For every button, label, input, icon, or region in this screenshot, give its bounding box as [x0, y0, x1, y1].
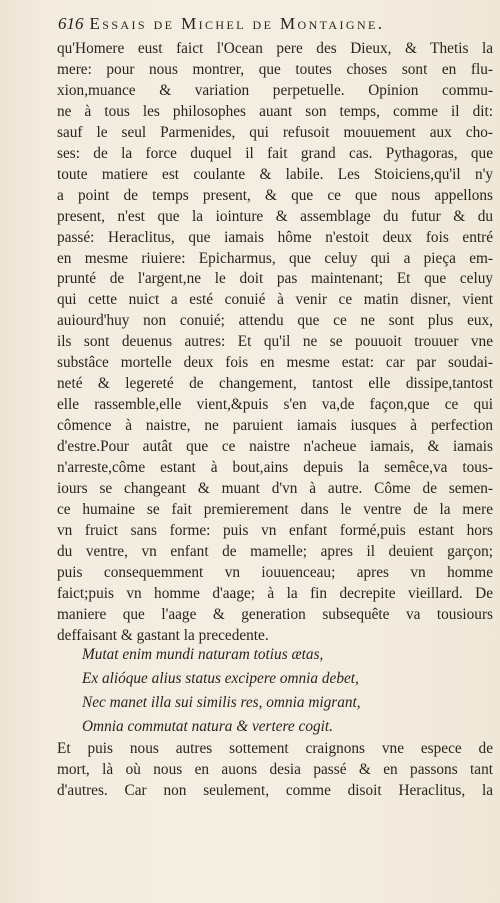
- verse-line: Omnia commutat natura & vertere cogit.: [82, 718, 333, 735]
- closing-paragraph: [57, 738, 493, 801]
- text-line: passé: Heraclitus, que iamais hôme n'estoit deux fois entré: [57, 228, 493, 246]
- text-line: iours se changeant & muant d'vn à autre. Côme de semen-: [57, 480, 493, 498]
- text-line: ses: de la force duquel il fait grand cas. Pythagoras, que: [57, 144, 493, 162]
- text-line: vn fruict sans forme: puis vn enfant formé,puis estant hors: [57, 521, 493, 539]
- text-line: ils sont deuenus autres: Et qu'il ne se pouuoit trouuer vne: [57, 333, 493, 351]
- text-line: present, n'est que la iointure & assemblage du futur & du: [57, 207, 493, 225]
- text-line: mere: pour nous montrer, que toutes choses sont en flu-: [57, 60, 493, 78]
- text-line: d'estre.Pour autât que ce naistre n'acheue iamais, & iamais: [57, 438, 493, 456]
- text-line: deffaisant & gastant la precedente.: [57, 626, 269, 644]
- text-line: cômence à naistre, ne paruient iamais iusques à perfection: [57, 417, 493, 435]
- text-line: maniere que l'aage & generation subsequête va tousiours: [57, 605, 493, 623]
- text-line: xion,muance & variation perpetuelle. Opinion commu-: [57, 81, 493, 99]
- main-paragraph: [57, 39, 493, 647]
- text-line: auiourd'huy non conuié; attendu que ce ne sont plus eux,: [57, 312, 493, 330]
- text-line: sauf le seul Parmenides, qui refusoit mouuement aux cho-: [57, 123, 493, 141]
- text-line: du ventre, vn enfant de mamelle; apres il deuient garçon;: [57, 542, 493, 560]
- verse-line: Mutat enim mundi naturam totius ætas,: [82, 646, 324, 663]
- text-line: faict;puis vn homme d'aage; à la fin decrepite vieillard. De: [57, 584, 493, 602]
- text-line: substâce mortelle deux fois en mesme estat: car par soudai-: [57, 354, 493, 372]
- text-line: Et puis nous autres sottement craignons vne espece de: [57, 740, 493, 757]
- text-line: a point de temps present, & que ce que nous appellons: [57, 186, 493, 204]
- text-line: elle rassemble,elle vient,&puis s'en va,de façon,que ce qui: [57, 396, 493, 414]
- text-line: puis consequemment vn iouuenceau; apres vn homme: [57, 563, 493, 581]
- text-line: mort, là où nous en auons desia passé & en passons tant: [57, 761, 493, 778]
- verse-line: Nec manet illa sui similis res, omnia migrant,: [82, 694, 361, 711]
- page-number: 616: [58, 14, 84, 33]
- running-header: [58, 14, 490, 38]
- text-line: toute matiere est coulante & labile. Les Stoiciens,qu'il n'y: [57, 165, 493, 183]
- text-line: ne à tous les philosophes auant son temps, comme il dit:: [57, 102, 493, 120]
- text-line: ce humaine se fait premierement dans le ventre de la mere: [57, 500, 493, 518]
- text-line: prunté de l'argent,ne le doit pas maintenant; Et que celuy: [57, 270, 493, 288]
- text-line: neté & legereté de changement, tantost elle dissipe,tantost: [57, 375, 493, 393]
- latin-verse: [82, 643, 482, 739]
- text-line: qui cette nuict a esté conuié à venir ce matin disner, vient: [57, 291, 493, 309]
- text-line: en mesme riuiere: Epicharmus, que celuy qui a pieça em-: [57, 249, 493, 267]
- text-line: n'arreste,côme estant à bout,ains depuis la semêce,va tous-: [57, 459, 493, 477]
- text-line: d'autres. Car non seulement, comme disoit Heraclitus, la: [57, 782, 493, 799]
- running-title: Essais de Michel de Montaigne.: [89, 14, 385, 33]
- text-line: qu'Homere eust faict l'Ocean pere des Dieux, & Thetis la: [57, 40, 493, 57]
- verse-line: Ex alióque alius status excipere omnia debet,: [82, 670, 359, 687]
